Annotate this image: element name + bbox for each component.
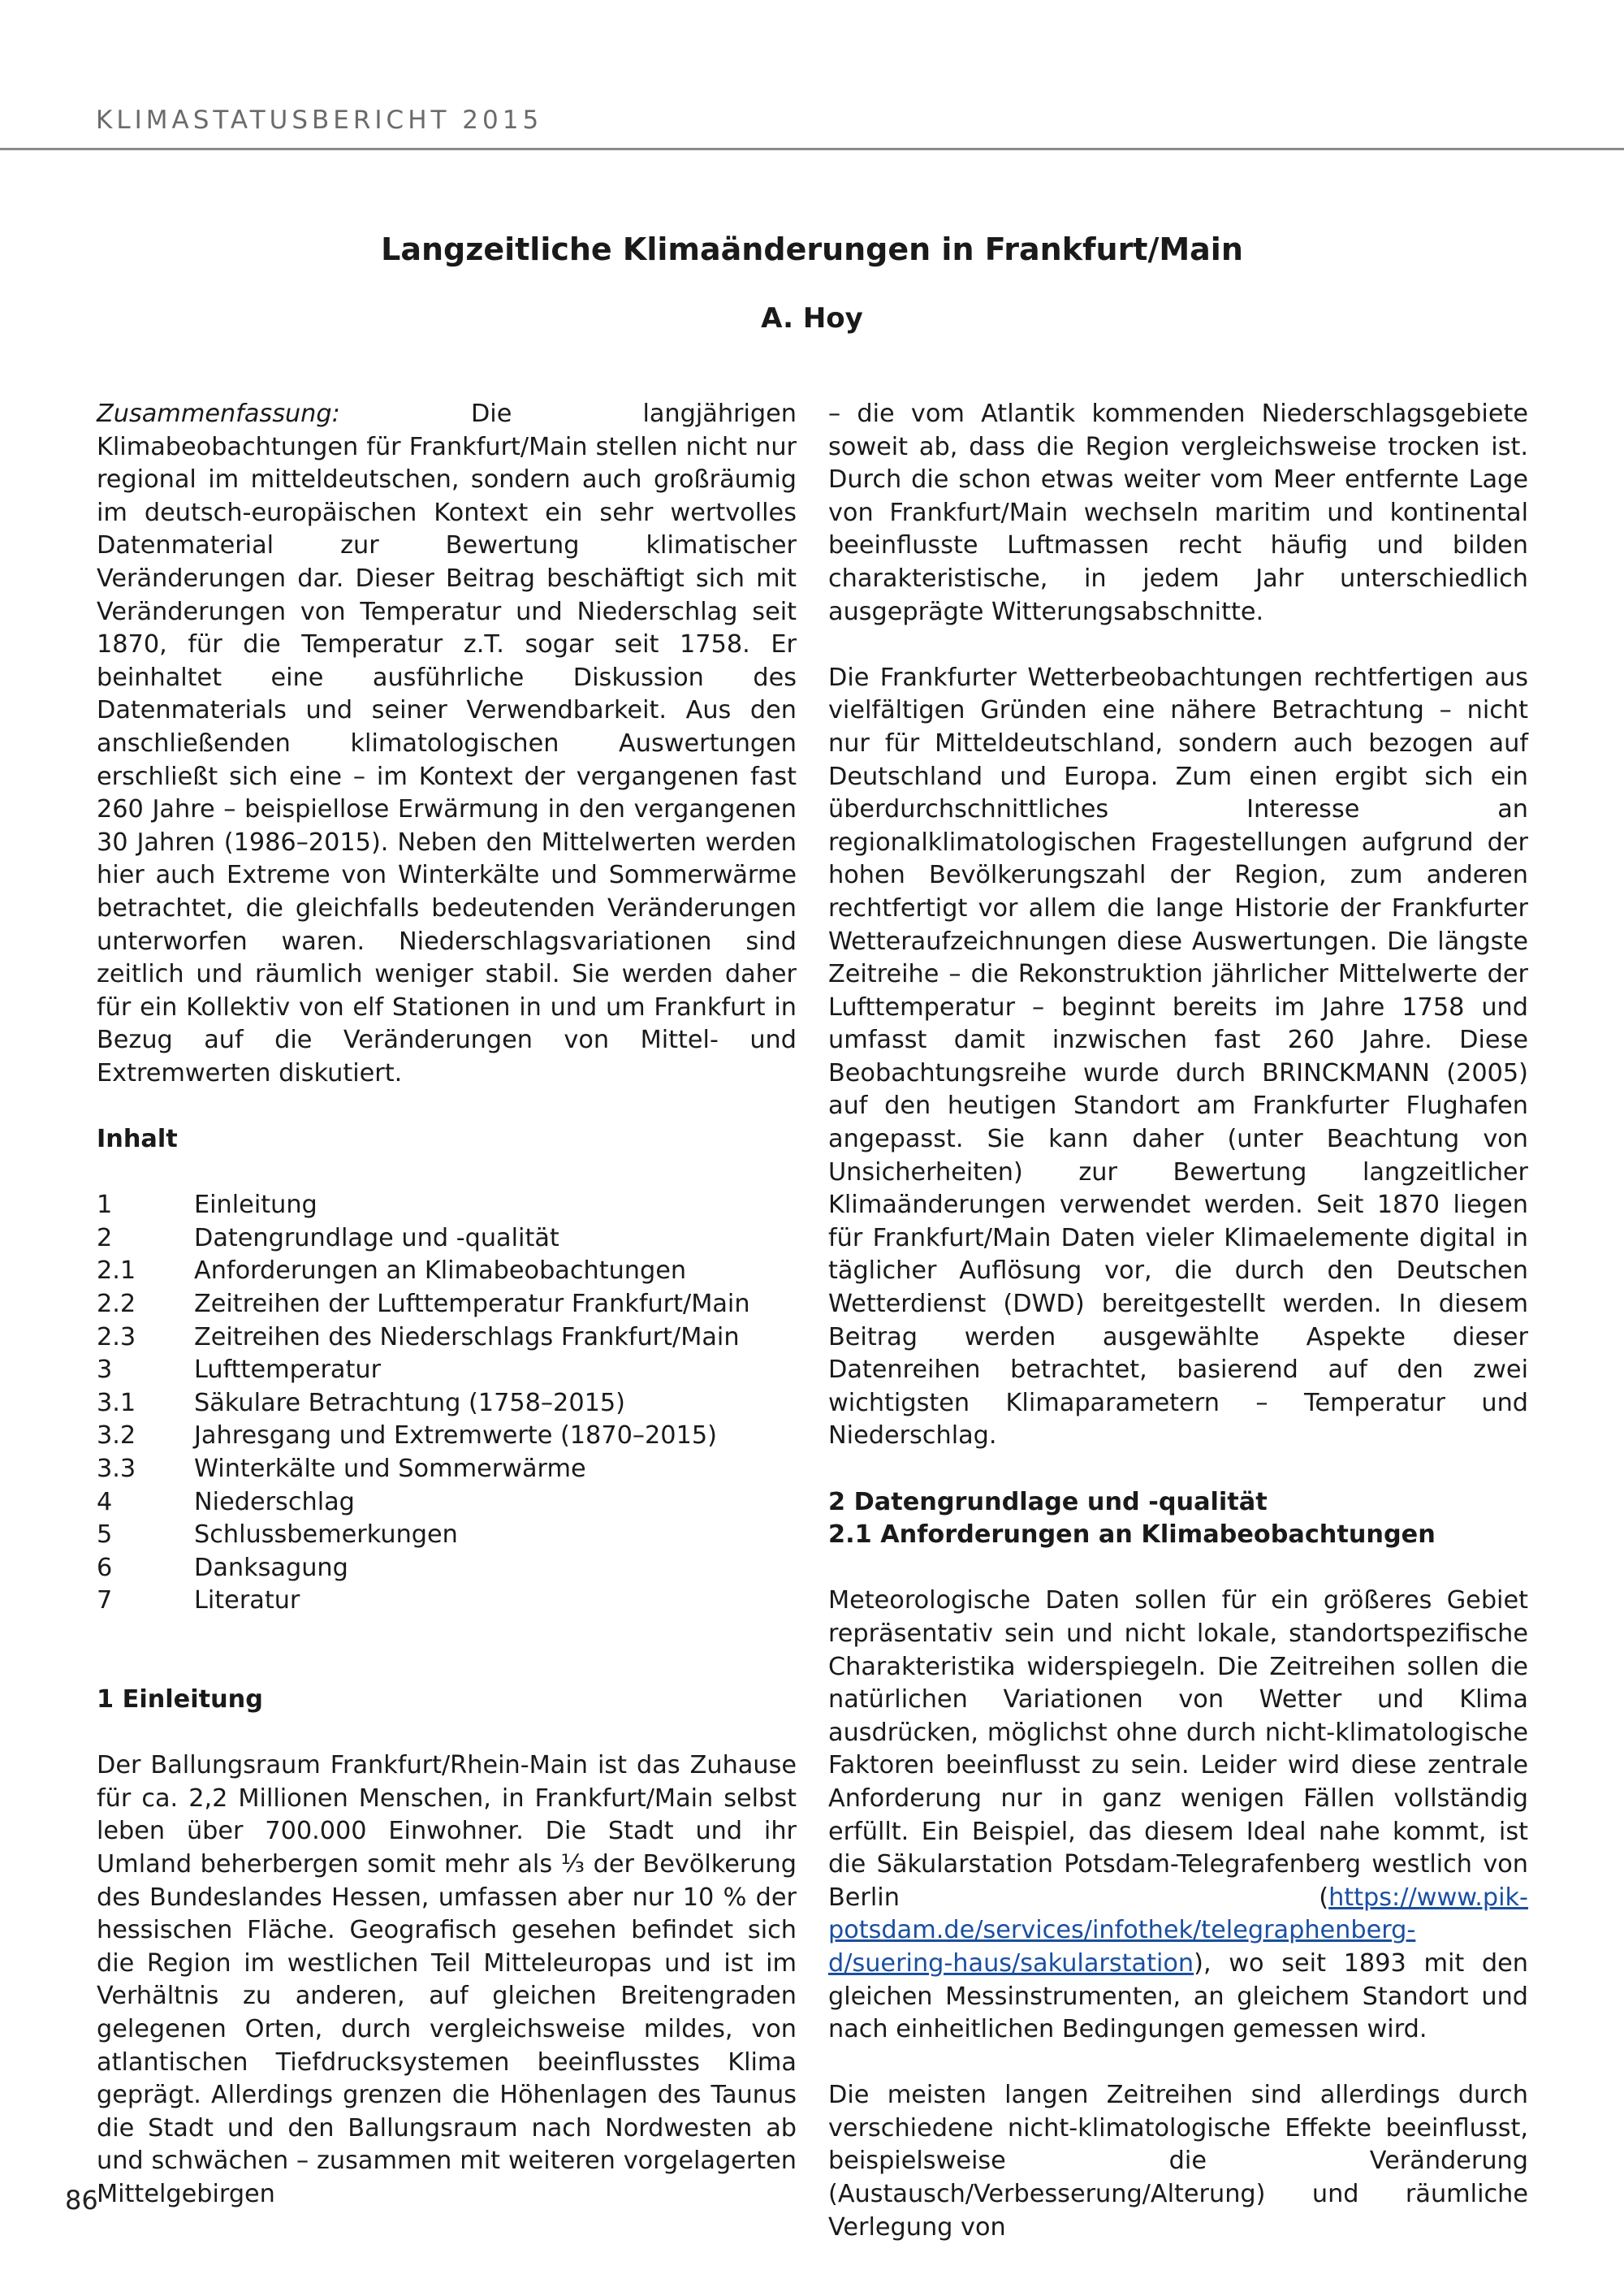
sakularstation-link[interactable]: https://www.pik-potsdam.de/services/infothek/telegraphenberg-d/suering-haus/sakularstation <box>828 1883 1528 1978</box>
section-heading-datengrundlage: 2 Datengrundlage und -qualität <box>828 1487 1268 1516</box>
abstract <box>97 398 797 1090</box>
toc-item: 2.3 Zeitreihen des Niederschlags Frankfurt/Main <box>97 1322 740 1351</box>
right-column <box>828 398 1528 2244</box>
einleitung-paragraph-2: Die Frankfurter Wetterbeobachtungen rechtfertigen aus vielfältigen Gründen eine nähere Betrachtung – nicht nur für Mitteldeutschland, sondern auch bezogen auf Deutschland und Europa. Zum einen ergibt sich ein überdurchschnittliches Interesse an regionalklimatologischen Fragestellungen aufgrund der hohen Bevölkerungszahl der Region, zum anderen rechtfertigt vor allem die lange Historie der Frankfurter Wetteraufzeichnungen diese Auswertungen. Die längste Zeitreihe – die Rekonstruktion jährlicher Mittelwerte der Lufttemperatur – beginnt bereits im Jahre 1758 und umfasst damit inzwischen fast 260 Jahre. Diese Beobachtungsreihe wurde durch BRINCKMANN (2005) auf den heutigen Standort am Frankfurter Flughafen angepasst. Sie kann daher (unter Beachtung von Unsicherheiten) zur Bewertung langzeitlicher Klimaänderungen verwendet werden. Seit 1870 liegen für Frankfurt/Main Daten vieler Klimaelemente digital in täglicher Auflösung vor, die durch den Deutschen Wetterdienst (DWD) bereitgestellt werden. In diesem Beitrag werden ausgewählte Aspekte dieser Datenreihen betrachtet, basierend auf den zwei wichtigsten Klimaparametern – Temperatur und Niederschlag. <box>828 663 1528 1451</box>
toc-item: 3.1 Säkulare Betrachtung (1758–2015) <box>97 1388 625 1417</box>
running-header: KLIMASTATUSBERICHT 2015 <box>96 106 543 135</box>
page-number: 86 <box>65 2185 98 2216</box>
toc-item: 4 Niederschlag <box>97 1487 355 1516</box>
toc-item: 3.3 Winterkälte und Sommerwärme <box>97 1455 586 1483</box>
toc-item: 2.1 Anforderungen an Klimabeobachtungen <box>97 1256 687 1286</box>
toc-item: 7 Literatur <box>97 1586 300 1615</box>
abstract-label: Zusammenfassung: <box>97 400 340 428</box>
subsection-heading-anforderungen: 2.1 Anforderungen an Klimabeobachtungen <box>828 1520 1436 1550</box>
table-of-contents <box>97 1189 797 1618</box>
toc-item: 2.2 Zeitreihen der Lufttemperatur Frankfurt/Main <box>97 1290 750 1319</box>
einleitung-continuation: – die vom Atlantik kommenden Niederschlagsgebiete soweit ab, dass die Region vergleichsweise trocken ist. Durch die schon etwas weiter vom Meer entfernte Lage von Frankfurt/Main wechseln maritim und kontinental beeinflusste Luftmassen recht häufig und bilden charakteristische, in jedem Jahr unterschiedlich ausgeprägte Witterungsabschnitte. <box>828 400 1528 626</box>
toc-heading: Inhalt <box>97 1125 178 1154</box>
einleitung-paragraph: Der Ballungsraum Frankfurt/Rhein-Main ist das Zuhause für ca. 2,2 Millionen Menschen, in Frankfurt/Main selbst leben über 700.000 Einwohner. Die Stadt und ihr Umland beherbergen somit mehr als ⅓ der Bevölkerung des Bundeslandes Hessen, umfassen aber nur 10 % der hessischen Fläche. Geografisch gesehen befindet sich die Region im westlichen Teil Mitteleuropas und ist im Verhältnis zu anderen, auf gleichen Breitengraden gelegenen Orten, durch vergleichsweise mildes, von atlantischen Tiefdrucksystemen beeinflusstes Klima geprägt. Allerdings grenzen die Höhenlagen des Taunus die Stadt und den Ballungsraum nach Nordwesten ab und schwächen – zusammen mit weiteren vorgelagerten Mittelgebirgen <box>97 1751 797 2208</box>
section-heading-einleitung: 1 Einleitung <box>97 1684 263 1714</box>
toc-item: 2 Datengrundlage und -qualität <box>97 1223 559 1252</box>
anforderungen-paragraph: Meteorologische Daten sollen für ein größeres Gebiet repräsentativ sein und nicht lokale, standortspezifische Charakteristika widerspiegeln. Die Zeitreihen sollen die natürlichen Variationen von Wetter und Klima ausdrücken, möglichst ohne durch nicht-klimatologische Faktoren beeinflusst zu sein. Leider wird diese zentrale Anforderung nur in ganz wenigen Fällen vollständig erfüllt. Ein Beispiel, das diesem Ideal nahe kommt, ist die Säkularstation Potsdam-Telegrafenberg westlich von Berlin (https://www.pik-potsdam.de/services/infothek/telegraphenberg-d/suering-haus/sakularstation), wo seit 1893 mit den gleichen Messinstrumenten, an gleichem Standort und nach einheitlichen Bedingungen gemessen wird. <box>828 1586 1528 2044</box>
toc-item: 5 Schlussbemerkungen <box>97 1520 458 1550</box>
left-column <box>97 398 797 2211</box>
toc-item: 3.2 Jahresgang und Extremwerte (1870–2015) <box>97 1421 717 1451</box>
article-title: Langzeitliche Klimaänderungen in Frankfurt/Main <box>381 231 1243 267</box>
toc-item: 1 Einleitung <box>97 1191 317 1220</box>
article-author: A. Hoy <box>761 302 863 335</box>
anforderungen-paragraph-2: Die meisten langen Zeitreihen sind allerdings durch verschiedene nicht-klimatologische Effekte beeinflusst, beispielsweise die Veränderung (Austausch/Verbesserung/Alterung) und räumliche Verlegung von <box>828 2081 1528 2242</box>
toc-item: 3 Lufttemperatur <box>97 1356 382 1385</box>
header-divider <box>0 148 1624 150</box>
toc-item: 6 Danksagung <box>97 1553 348 1582</box>
abstract-text: Die langjährigen Klimabeobachtungen für Frankfurt/Main stellen nicht nur regional im mitteldeutschen, sondern auch großräumig im deutsch-europäischen Kontext ein sehr wertvolles Datenmaterial zur Bewertung klimatischer Veränderungen dar. Dieser Beitrag beschäftigt sich mit Veränderungen von Temperatur und Niederschlag seit 1870, für die Temperatur z.T. sogar seit 1758. Er beinhaltet eine ausführliche Diskussion des Datenmaterials und seiner Verwendbarkeit. Aus den anschließenden klimatologischen Auswertungen erschließt sich eine – im Kontext der vergangenen fast 260 Jahre – beispiellose Erwärmung in den vergangenen 30 Jahren (1986–2015). Neben den Mittelwerten werden hier auch Extreme von Winterkälte und Sommerwärme betrachtet, die gleichfalls bedeutenden Veränderungen unterworfen waren. Niederschlagsvariationen sind zeitlich und räumlich weniger stabil. Sie werden daher für ein Kollektiv von elf Stationen in und um Frankfurt in Bezug auf die Veränderungen von Mittel- und Extremwerten diskutiert. <box>97 400 797 1087</box>
